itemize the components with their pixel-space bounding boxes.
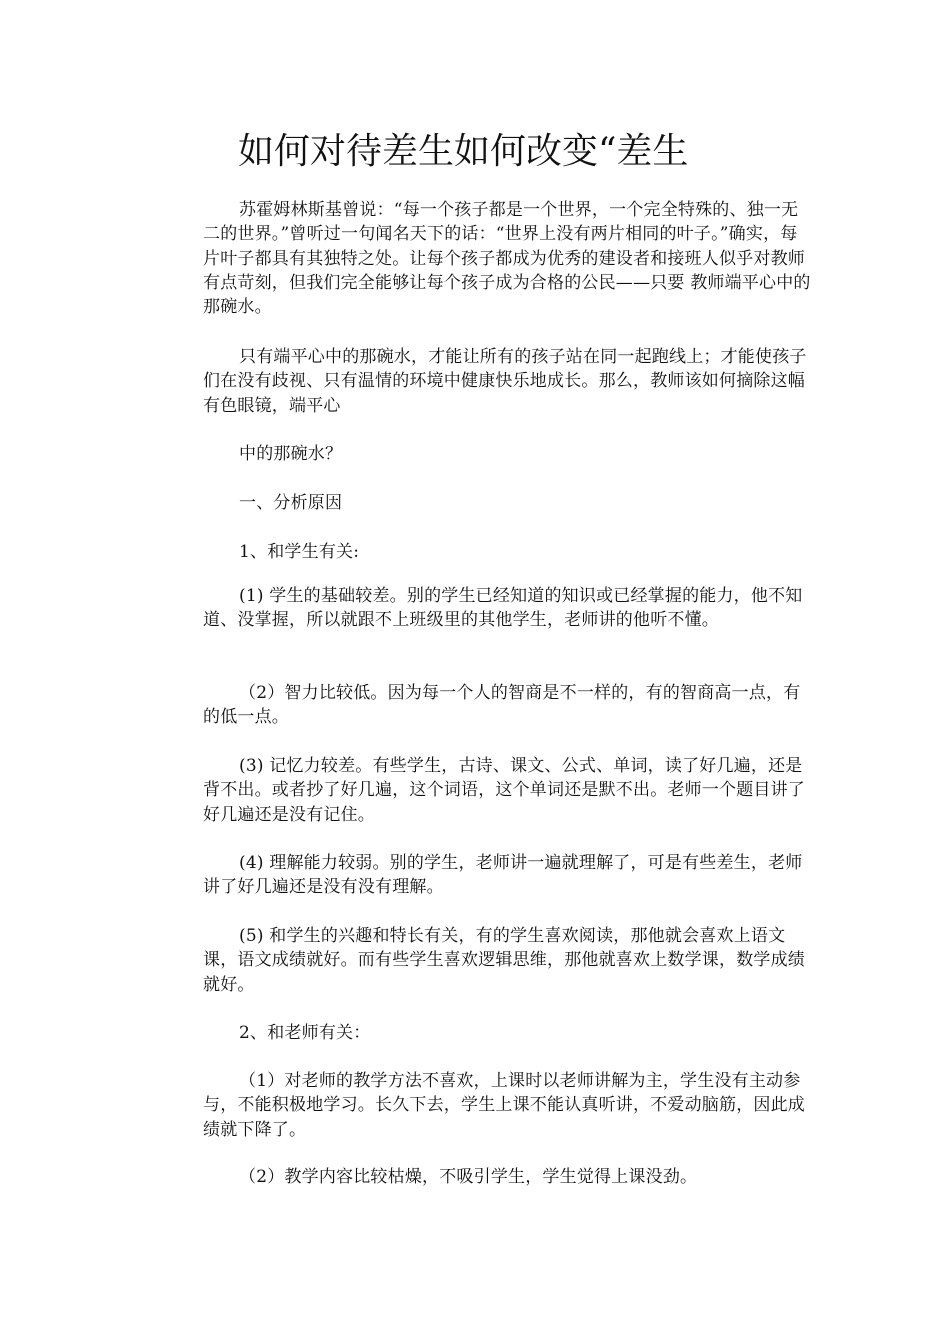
paragraph-fairness: 只有端平心中的那碗水，才能让所有的孩子站在同一起跑线上；才能使孩子们在没有歧视、只有温情的环境中健康快乐地成长。那么，教师该如何摘除这幅有色眼镜，端平心 [203,347,807,416]
paragraph-student-2: （2）智力比较低。因为每一个人的智商是不一样的，有的智商高一点，有的低一点。 [203,683,801,728]
paragraph-teacher-2: （2）教学内容比较枯燥，不吸引学生，学生觉得上课没劲。 [239,1167,698,1187]
paragraph-student-1: (1) 学生的基础较差。别的学生已经知道的知识或已经掌握的能力，他不知道、没掌握，所以就跟不上班级里的其他学生，老师讲的他听不懂。 [203,586,803,631]
subsection-heading-students: 1、和学生有关: [239,542,360,562]
paragraph-student-4: (4) 理解能力较弱。别的学生，老师讲一遍就理解了，可是有些差生，老师讲了好几遍还是没有没有理解。 [203,853,803,898]
subsection-heading-teachers: 2、和老师有关： [239,1023,371,1043]
paragraph-intro: 苏霍姆林斯基曾说：“每一个孩子都是一个世界，一个完全特殊的、独一无二的世界。”曾听过一句闻名天下的话：“世界上没有两片相同的叶子。”确实，每片叶子都具有其独特之处。让每个孩子都成为优秀的建设者和接班人似乎对教师有点苛刻，但我们完全能够让每个孩子成为合格的公民——只要 教师端平心中的那碗水。 [203,200,811,318]
section-heading-analysis: 一、分析原因 [239,493,343,513]
paragraph-student-3: (3) 记忆力较差。有些学生，古诗、课文、公式、单词，读了好几遍，还是背不出。或者抄了好几遍，这个词语，这个单词还是默不出。老师一个题目讲了好几遍还是没有记住。 [203,756,805,825]
paragraph-student-5: (5) 和学生的兴趣和特长有关，有的学生喜欢阅读，那他就会喜欢上语文课，语文成绩就好。而有些学生喜欢逻辑思维，那他就喜欢上数学课，数学成绩就好。 [203,926,805,995]
document-title: 如何对待差生如何改变“差生 [238,131,689,172]
paragraph-fairness-cont: 中的那碗水？ [239,444,343,464]
paragraph-teacher-1: （1）对老师的教学方法不喜欢，上课时以老师讲解为主，学生没有主动参与，不能积极地学习。长久下去，学生上课不能认真听讲，不爱动脑筋，因此成绩就下降了。 [203,1071,805,1140]
